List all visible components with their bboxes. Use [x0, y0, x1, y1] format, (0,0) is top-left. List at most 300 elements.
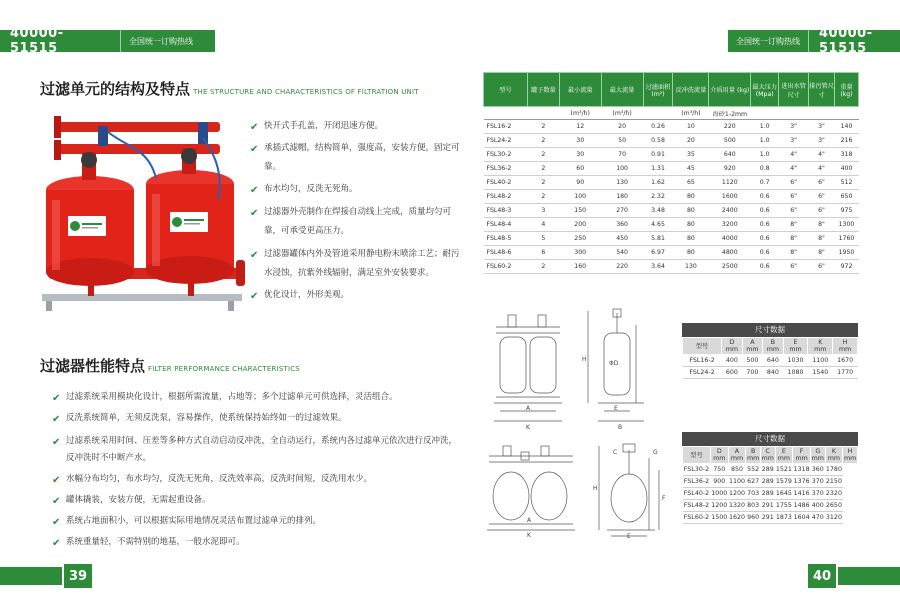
table-cell: 0.6: [751, 260, 779, 274]
dim-header-unit: mm: [789, 346, 802, 353]
table-row: [484, 162, 859, 176]
table-cell: 850: [728, 464, 746, 476]
dim2-label-g: G: [653, 449, 658, 456]
table-cell: 35: [673, 148, 709, 162]
dim-header-unit: mm: [730, 455, 744, 462]
filter-unit-illustration: [38, 108, 248, 313]
check-icon: ✔: [52, 517, 61, 528]
spec-header-cell: 排污管尺寸: [809, 73, 835, 107]
model-cell: FSL60-2: [484, 260, 528, 274]
section2-bullet-list: [52, 391, 462, 549]
table-cell: 65: [673, 176, 709, 190]
spec-subheader-cell: [779, 107, 809, 120]
dim-label-d: ΦD: [609, 360, 619, 367]
dim-table-1-caption: 尺寸数据: [682, 323, 858, 337]
check-icon: ✔: [250, 250, 259, 261]
table-cell: 500: [742, 355, 763, 367]
table-cell: 1.62: [643, 176, 673, 190]
table-row: [484, 246, 859, 260]
check-icon: ✔: [52, 475, 61, 486]
table-cell: 1320: [728, 500, 746, 512]
table-cell: 6.97: [643, 246, 673, 260]
section1-bullet: ✔ 过滤器外壳制作在焊接自动线上完成，质量均匀可靠，可承受更高压力。: [250, 203, 460, 241]
table-cell: 0.6: [751, 218, 779, 232]
dim2-label-a: A: [527, 517, 532, 524]
spec-header-cell: 型号: [484, 73, 528, 107]
table-cell: 1600: [709, 190, 751, 204]
dim-header-unit: mm: [838, 346, 852, 353]
dim-header-symbol: H: [842, 339, 848, 346]
table-cell: 291: [760, 500, 775, 512]
spec-header-cell: 重量 (kg): [834, 73, 858, 107]
section2-bullet: ✔ 水幅分布均匀，布水均匀，反洗无死角，反洗效率高，反洗时间短，反洗用水少。: [52, 474, 373, 486]
dim-header-symbol: D: [729, 339, 735, 346]
table-cell: 4": [809, 148, 835, 162]
table-cell: 627: [746, 476, 761, 488]
table-cell: 1.0: [751, 134, 779, 148]
table-cell: 6": [809, 260, 835, 274]
model-cell: FSL36-2: [484, 162, 528, 176]
table-cell: 45: [673, 162, 709, 176]
dim-header-cell: [728, 447, 746, 464]
table-cell: 1770: [833, 367, 858, 379]
table-cell: 220: [709, 120, 751, 134]
table-cell: 20: [601, 120, 643, 134]
table-cell: 360: [810, 464, 825, 476]
table-cell: 289: [760, 464, 775, 476]
table-cell: 4000: [709, 232, 751, 246]
table-cell: 3": [809, 120, 835, 134]
table-row: [683, 476, 858, 488]
dim-label-e: E: [614, 405, 618, 412]
table-cell: 6": [779, 204, 809, 218]
table-cell: 6": [809, 176, 835, 190]
section1-title-en: THE STRUCTURE AND CHARACTERISTICS OF FILTRATION UNIT: [193, 88, 419, 96]
table-cell: 1620: [728, 512, 746, 524]
check-icon: ✔: [250, 208, 259, 219]
table-cell: 360: [601, 218, 643, 232]
section1-bullet: ✔ 承插式滤帽，结构简单，强度高，安装方便，固定可靠。: [250, 139, 460, 177]
dim-header-symbol: A: [734, 448, 740, 455]
table-cell: 8": [809, 218, 835, 232]
section2-bullet: ✔ 过滤系统采用时间、压差等多种方式自动启动反冲洗，全自动运行，系统内各过滤单元依次进行反冲洗，反冲洗时不中断产水。: [52, 436, 458, 463]
spec-header-cell: 反冲洗流量: [673, 73, 709, 107]
table-row: [484, 204, 859, 218]
hotline-label: 全国统一订购热线: [120, 30, 215, 52]
table-cell: 3.48: [643, 204, 673, 218]
dim-header-cell: [808, 338, 833, 355]
section1-bullet-list: [250, 118, 460, 304]
dim2-label-h: H: [593, 485, 598, 492]
dim-header-cell: [746, 447, 761, 464]
spec-subheader-cell: [834, 107, 858, 120]
section2-bullet: ✔ 系统重量轻，不需特别的地基，一般水泥即可。: [52, 537, 245, 549]
model-cell: FSL48-3: [484, 204, 528, 218]
table-cell: 1950: [834, 246, 858, 260]
section2-title-en: FILTER PERFORMANCE CHARACTERISTICS: [148, 365, 300, 373]
spec-subheader-cell: (m³/h): [673, 107, 709, 120]
table-cell: 1000: [710, 488, 728, 500]
check-icon: ✔: [250, 144, 259, 155]
dim-header-cell: [742, 338, 763, 355]
dim-header-cell: [683, 447, 711, 464]
section2-title: [40, 355, 300, 376]
spec-header-row: [484, 73, 859, 107]
table-cell: 2650: [825, 500, 843, 512]
dim-header-cell: [760, 447, 775, 464]
table-cell: 0.6: [751, 204, 779, 218]
table-cell: 0.6: [751, 246, 779, 260]
page-number-right: 40: [808, 564, 836, 588]
table-cell: 0.58: [643, 134, 673, 148]
table-cell: 6": [779, 190, 809, 204]
hotline-banner-left: [0, 26, 215, 56]
dim-header-unit: mm: [795, 455, 808, 462]
dim-label-k: K: [526, 424, 530, 431]
table-cell: 512: [834, 176, 858, 190]
table-cell: 3": [779, 134, 809, 148]
model-cell: FSL30-2: [683, 464, 711, 476]
table-cell: 80: [673, 190, 709, 204]
check-icon: ✔: [250, 122, 259, 133]
table-cell: 1030: [783, 355, 808, 367]
table-cell: 400: [810, 500, 825, 512]
table-cell: 4800: [709, 246, 751, 260]
table-cell: 1486: [793, 500, 811, 512]
table-cell: 1100: [808, 355, 833, 367]
table-cell: 289: [760, 476, 775, 488]
model-cell: FSL48-2: [484, 190, 528, 204]
table-cell: 960: [746, 512, 761, 524]
model-cell: FSL60-2: [683, 512, 711, 524]
table-cell: 2.32: [643, 190, 673, 204]
spec-subheader-cell: (m³/h): [559, 107, 601, 120]
table-cell: 6": [779, 176, 809, 190]
table-cell: 6: [527, 246, 559, 260]
spec-subheader-row: [484, 107, 859, 120]
table-cell: 2: [527, 148, 559, 162]
table-cell: 4": [779, 148, 809, 162]
table-cell: 250: [559, 232, 601, 246]
model-cell: FSL16-2: [484, 120, 528, 134]
table-cell: 140: [834, 120, 858, 134]
page-number-left: 39: [64, 564, 92, 588]
table-cell: 300: [559, 246, 601, 260]
dim-header-unit: mm: [827, 455, 841, 462]
table-cell: 1521: [775, 464, 793, 476]
table-row: [484, 148, 859, 162]
table-cell: 2: [527, 134, 559, 148]
spec-subheader-cell: (m³/h): [601, 107, 643, 120]
table-cell: 6": [809, 204, 835, 218]
model-cell: FSL48-2: [683, 500, 711, 512]
dim-header-symbol: 型号: [695, 342, 709, 350]
table-cell: 8": [779, 232, 809, 246]
table-cell: 500: [709, 134, 751, 148]
table-cell: 1760: [834, 232, 858, 246]
hotline-number: 40000-51515: [0, 30, 120, 52]
section1-title: [40, 78, 419, 99]
table-row: [683, 488, 858, 500]
table-cell: 60: [559, 162, 601, 176]
dim2-label-e: E: [627, 533, 631, 540]
table-cell: 30: [559, 148, 601, 162]
table-cell: 12: [559, 120, 601, 134]
spec-header-cell: 过滤面积 (m²): [643, 73, 673, 107]
table-row: [484, 260, 859, 274]
table-cell: 1376: [793, 476, 811, 488]
table-cell: 0.6: [751, 232, 779, 246]
table-cell: 1.0: [751, 120, 779, 134]
dim-label-a: A: [526, 405, 531, 412]
section2-bullet: ✔ 反洗系统简单，无须反洗泵，容易操作，使系统保持始终如一的过滤效果。: [52, 413, 347, 425]
model-cell: FSL48-4: [484, 218, 528, 232]
table-cell: 4.65: [643, 218, 673, 232]
spec-header-cell: 最大流量: [601, 73, 643, 107]
table-cell: 920: [709, 162, 751, 176]
table-cell: 400: [834, 162, 858, 176]
table-cell: 0.91: [643, 148, 673, 162]
table-cell: 6": [809, 190, 835, 204]
model-cell: FSL30-2: [484, 148, 528, 162]
table-row: [484, 176, 859, 190]
table-cell: 750: [710, 464, 728, 476]
dim-header-symbol: B: [750, 448, 756, 455]
dim-header-unit: mm: [761, 455, 774, 462]
table-cell: 0.8: [751, 162, 779, 176]
table-cell: 600: [722, 367, 743, 379]
table-cell: 150: [559, 204, 601, 218]
table-cell: 0.6: [751, 190, 779, 204]
table-cell: 1780: [825, 464, 843, 476]
dim-header-symbol: 型号: [690, 451, 703, 459]
section2-bullet: ✔ 过滤系统采用模块化设计，根据所需流量，占地等；多个过滤单元可供选择，灵活组合。: [52, 392, 398, 404]
table-cell: 200: [559, 218, 601, 232]
table-cell: 1670: [833, 355, 858, 367]
table-cell: 180: [601, 190, 643, 204]
table-cell: 2150: [825, 476, 843, 488]
check-icon: ✔: [52, 437, 61, 448]
dim-header-symbol: K: [818, 339, 823, 346]
spec-header-cell: 罐子数量: [527, 73, 559, 107]
dim-header-unit: mm: [766, 346, 780, 353]
table-cell: 400: [722, 355, 743, 367]
table-cell: 8": [809, 232, 835, 246]
table-cell: 20: [673, 134, 709, 148]
table-row: [683, 500, 858, 512]
spec-subheader-cell: [643, 107, 673, 120]
table-cell: 30: [559, 134, 601, 148]
table-cell: 0.7: [751, 176, 779, 190]
table-cell: 975: [834, 204, 858, 218]
table-cell: 0.26: [643, 120, 673, 134]
section1-bullet: ✔ 布水均匀，反洗无死角。: [250, 181, 460, 198]
dim-header-cell: [775, 447, 793, 464]
table-cell: 370: [810, 476, 825, 488]
table-cell: 4": [779, 162, 809, 176]
dim2-label-c: C: [613, 449, 618, 456]
spec-header-cell: 进出水管尺寸: [779, 73, 809, 107]
table-cell: 2: [527, 260, 559, 274]
dim-header-symbol: F: [799, 448, 804, 455]
table-cell: 3200: [709, 218, 751, 232]
table-cell: 972: [834, 260, 858, 274]
dim-header-unit: mm: [844, 455, 857, 462]
spec-subheader-cell: [484, 107, 528, 120]
table-cell: 80: [673, 246, 709, 260]
technical-drawing-2tank-large: [483, 440, 678, 540]
check-icon: ✔: [250, 185, 259, 196]
dim-header-unit: mm: [777, 455, 791, 462]
table-cell: 8": [809, 246, 835, 260]
table-cell: 2400: [709, 204, 751, 218]
dim-header-symbol: K: [831, 448, 836, 455]
table-cell: 470: [810, 512, 825, 524]
table-cell: 3": [809, 134, 835, 148]
check-icon: ✔: [52, 393, 61, 404]
table-cell: 1300: [834, 218, 858, 232]
table-row: [484, 134, 859, 148]
check-icon: ✔: [52, 414, 61, 425]
table-cell: 3": [779, 120, 809, 134]
table-cell: 2: [527, 162, 559, 176]
table-cell: 5.81: [643, 232, 673, 246]
table-row: [484, 232, 859, 246]
hotline-number: 40000-51515: [809, 30, 900, 52]
technical-drawing-2tank-small: [486, 305, 678, 435]
model-cell: FSL24-2: [484, 134, 528, 148]
table-cell: 2500: [709, 260, 751, 274]
table-cell: 90: [559, 176, 601, 190]
model-cell: FSL24-2: [683, 367, 722, 379]
dim-header-unit: mm: [746, 346, 759, 353]
table-cell: 100: [601, 162, 643, 176]
table-cell: 1100: [728, 476, 746, 488]
table-cell: 700: [742, 367, 763, 379]
section2-bullet: ✔ 罐体撬装，安装方便，无需起重设备。: [52, 495, 211, 507]
dim-header-cell: [783, 338, 808, 355]
check-icon: ✔: [52, 538, 61, 549]
table-cell: 1755: [775, 500, 793, 512]
model-cell: FSL16-2: [683, 355, 722, 367]
table-cell: 318: [834, 148, 858, 162]
dim-header-symbol: A: [750, 339, 755, 346]
dim-header-cell: [810, 447, 825, 464]
table-row: [683, 512, 858, 524]
dim-table-1: [682, 323, 858, 379]
check-icon: ✔: [250, 291, 259, 302]
table-cell: 450: [601, 232, 643, 246]
table-cell: 4": [809, 162, 835, 176]
table-cell: 220: [601, 260, 643, 274]
table-cell: 160: [559, 260, 601, 274]
table-row: [484, 218, 859, 232]
table-cell: 640: [709, 148, 751, 162]
table-cell: 2: [527, 176, 559, 190]
footer-bar-right: [838, 567, 900, 585]
table-cell: 1200: [710, 500, 728, 512]
table-cell: 270: [601, 204, 643, 218]
table-cell: 1200: [728, 488, 746, 500]
table-cell: 8": [779, 218, 809, 232]
spec-header-cell: 介质用量 (kg): [709, 73, 751, 107]
table-row: [683, 355, 858, 367]
table-cell: 5: [527, 232, 559, 246]
dim-header-cell: [843, 447, 858, 464]
table-row: [484, 120, 859, 134]
table-cell: 289: [760, 488, 775, 500]
model-cell: FSL40-2: [484, 176, 528, 190]
dim-header-symbol: E: [781, 448, 786, 455]
spec-subheader-cell: [751, 107, 779, 120]
spec-table: [483, 72, 859, 274]
table-cell: 2: [527, 190, 559, 204]
dim-header-symbol: C: [765, 448, 770, 455]
dim-header-cell: [710, 447, 728, 464]
dim-header-unit: mm: [814, 346, 827, 353]
table-cell: 1604: [793, 512, 811, 524]
table-cell: 50: [601, 134, 643, 148]
dim-header-cell: [683, 338, 722, 355]
section2-bullet: ✔ 系统占地面积小，可以根据实际用地情况灵活布置过滤单元的排列。: [52, 516, 322, 528]
model-cell: FSL36-2: [683, 476, 711, 488]
table-cell: 1318: [793, 464, 811, 476]
table-cell: 1120: [709, 176, 751, 190]
table-cell: 4: [527, 218, 559, 232]
table-cell: 803: [746, 500, 761, 512]
table-cell: 552: [746, 464, 761, 476]
table-cell: 370: [810, 488, 825, 500]
spec-header-cell: 最大压力 (Mpa): [751, 73, 779, 107]
dim2-label-f: F: [662, 495, 666, 502]
table-cell: 703: [746, 488, 761, 500]
table-row: [683, 464, 858, 476]
table-cell: 840: [763, 367, 784, 379]
table-row: [683, 367, 858, 379]
table-cell: 540: [601, 246, 643, 260]
hotline-banner-right: [728, 26, 900, 56]
table-cell: 80: [673, 232, 709, 246]
table-cell: 1416: [793, 488, 811, 500]
table-cell: 2320: [825, 488, 843, 500]
table-cell: 8": [779, 246, 809, 260]
table-cell: 70: [601, 148, 643, 162]
dim-label-h: H: [582, 356, 587, 363]
table-cell: 1873: [775, 512, 793, 524]
table-cell: 2: [527, 120, 559, 134]
spec-subheader-cell: 海砂1-2mm: [709, 107, 751, 120]
dim-header-unit: mm: [713, 455, 726, 462]
table-cell: 1080: [783, 367, 808, 379]
model-cell: FSL48-5: [484, 232, 528, 246]
dim-header-symbol: E: [793, 339, 798, 346]
section1-bullet: ✔ 过滤器罐体内外及管道采用静电粉末喷涂工艺；耐污水浸蚀，抗紫外线辐射，满足室外安装要求。: [250, 245, 460, 283]
table-cell: 3120: [825, 512, 843, 524]
table-cell: 1540: [808, 367, 833, 379]
spec-subheader-cell: [527, 107, 559, 120]
table-cell: 3.64: [643, 260, 673, 274]
model-cell: FSL48-6: [484, 246, 528, 260]
check-icon: ✔: [52, 496, 61, 507]
table-cell: 3: [527, 204, 559, 218]
dim-header-unit: mm: [725, 346, 738, 353]
dim-header-cell: [825, 447, 843, 464]
table-cell: 1500: [710, 512, 728, 524]
table-cell: 100: [559, 190, 601, 204]
table-cell: 1579: [775, 476, 793, 488]
section2-title-cn: 过滤器性能特点: [40, 357, 146, 375]
table-cell: 216: [834, 134, 858, 148]
